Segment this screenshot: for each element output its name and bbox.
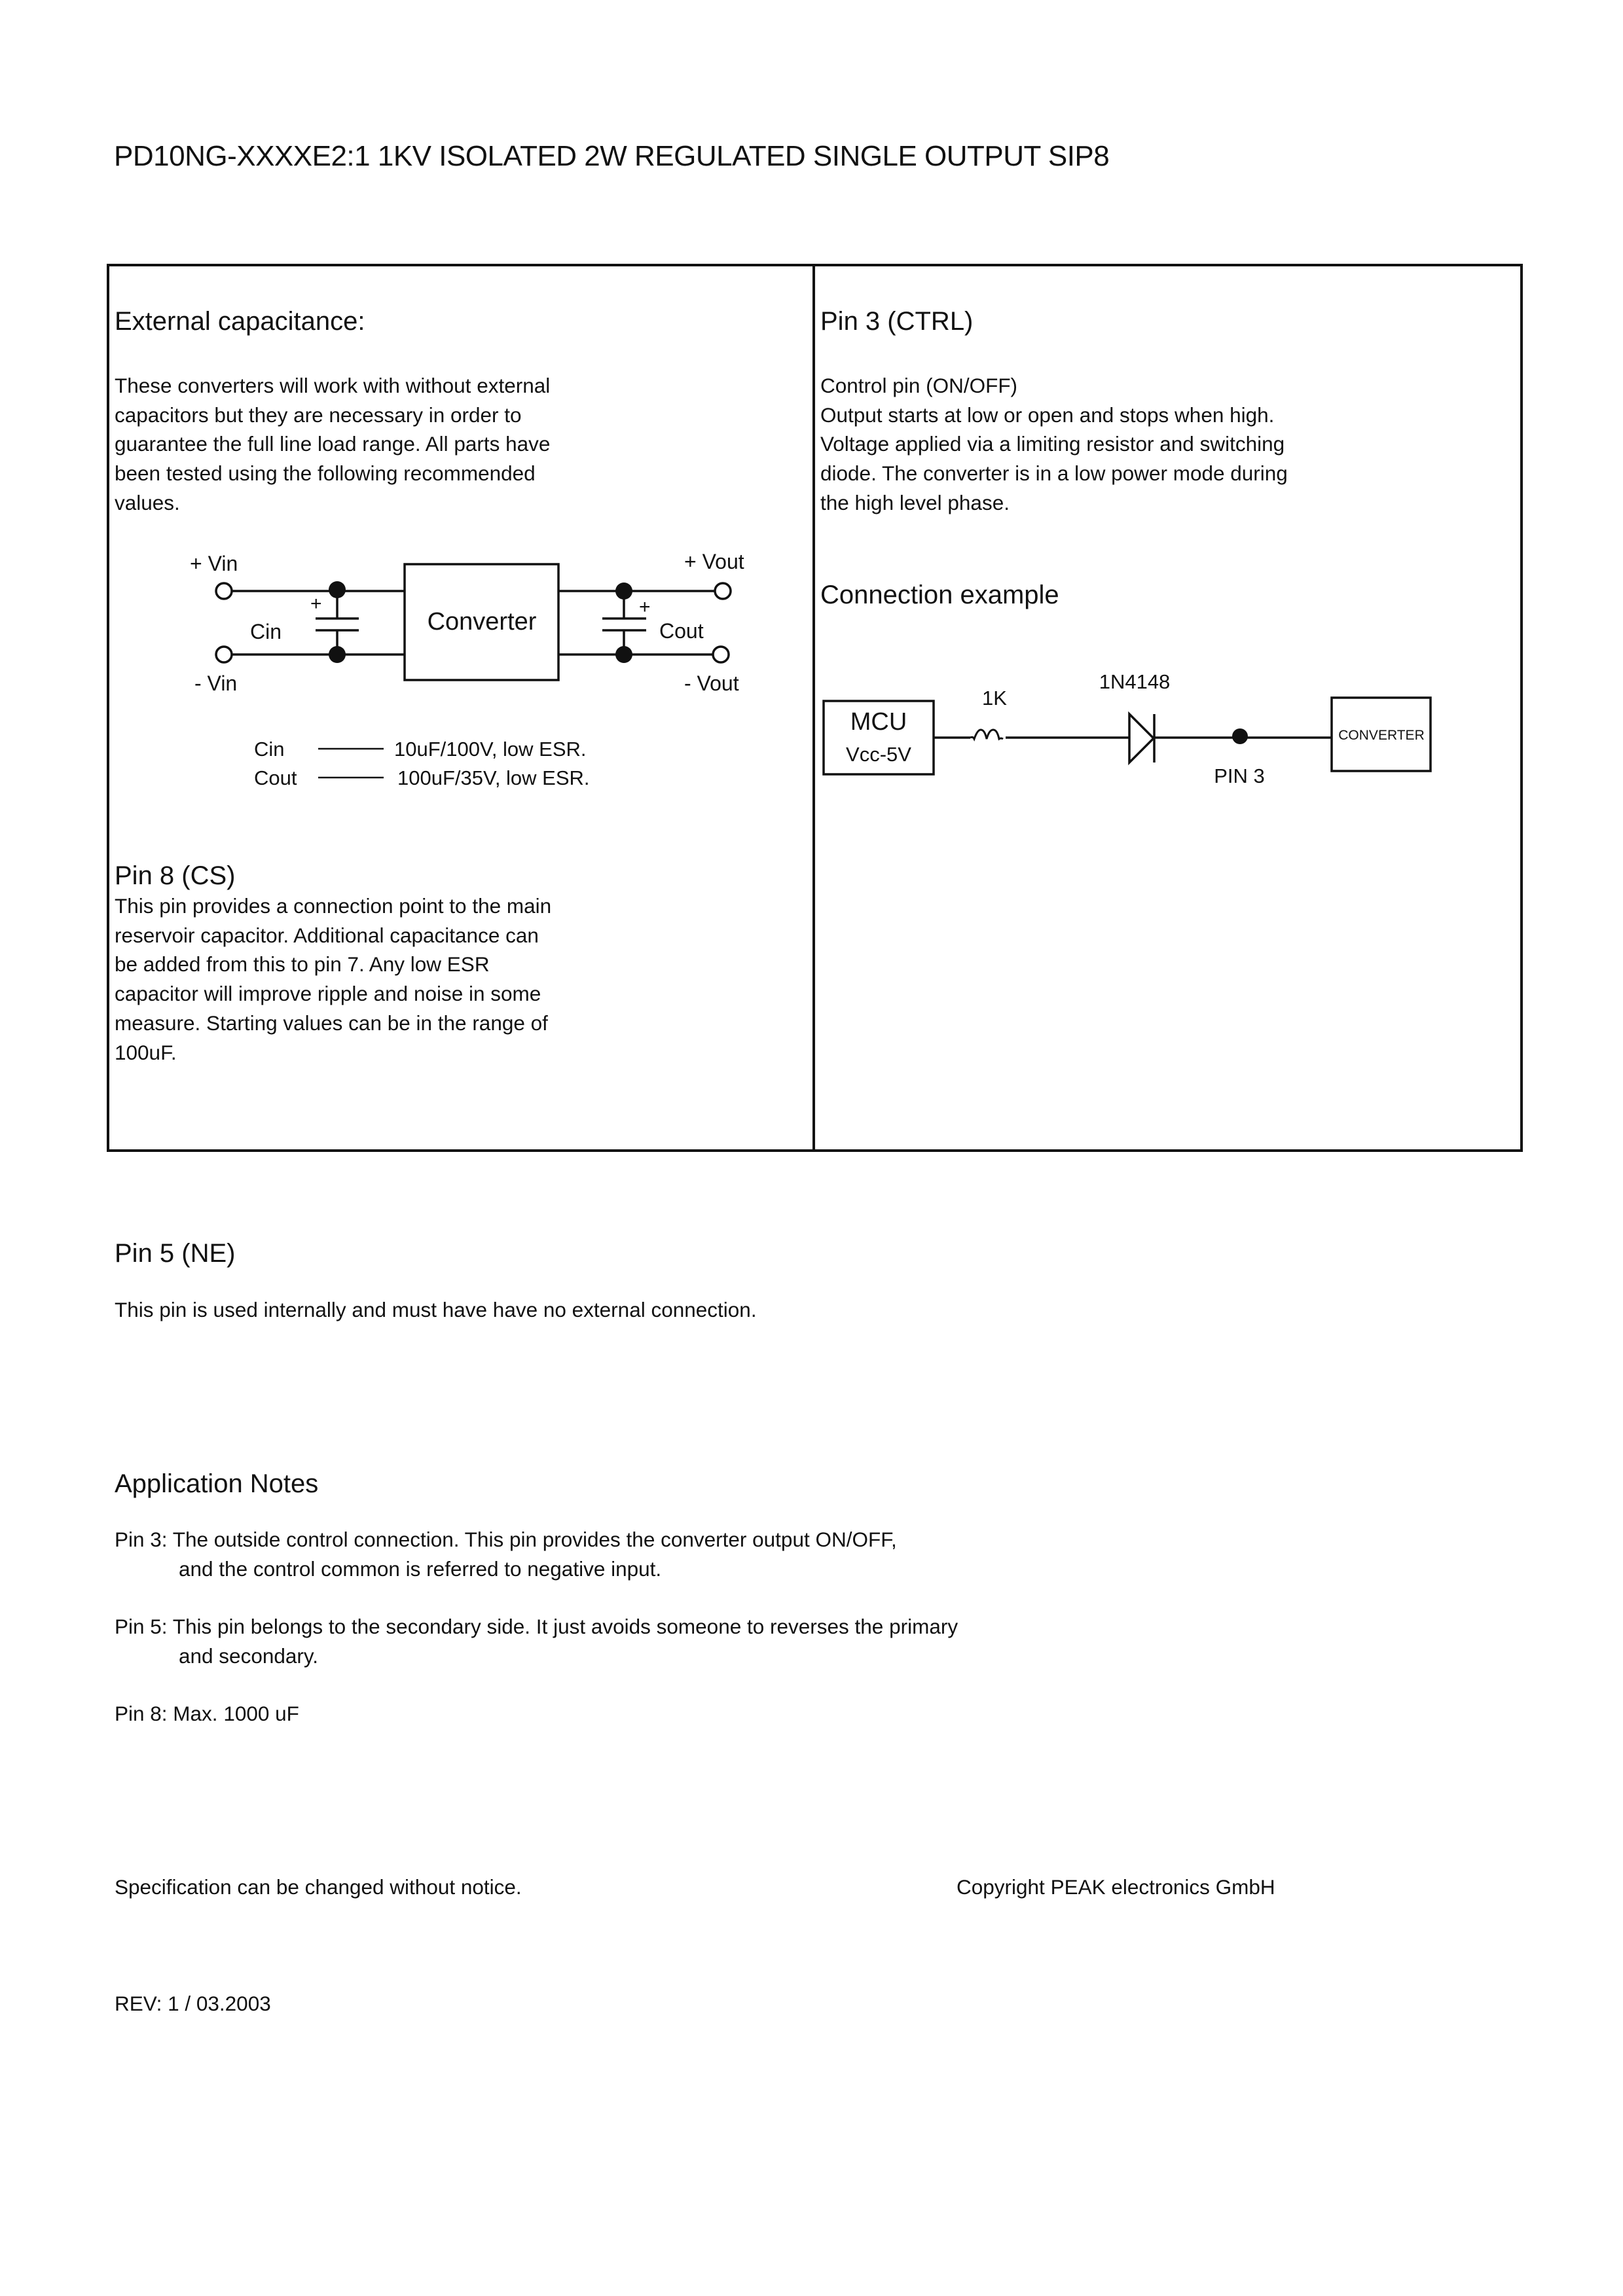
text-line: capacitor will improve ripple and noise in some [115,982,541,1006]
junction-dot [615,646,632,663]
pin3-heading: Pin 3 (CTRL) [820,307,974,336]
text-line: Control pin (ON/OFF) [820,374,1018,397]
text-line: 100uF. [115,1040,177,1064]
converter-label: Converter [427,608,537,636]
cin-spec-name: Cin [254,738,285,761]
footer-copyright: Copyright PEAK electronics GmbH [957,1875,1275,1899]
vout-plus-terminal [715,583,731,599]
footer-disclaimer: Specification can be changed without notice. [115,1875,522,1899]
mcu-label: MCU [850,708,907,736]
converter-target-label: CONVERTER [1338,728,1425,743]
pin5-heading: Pin 5 (NE) [115,1239,236,1268]
mcu-voltage-label: Vcc-5V [846,743,911,766]
pin8-heading: Pin 8 (CS) [115,861,236,890]
footer-revision: REV: 1 / 03.2003 [115,1992,271,2015]
vin-minus-terminal [216,647,232,662]
vin-minus-label: - Vin [194,672,238,695]
text-line: capacitors but they are necessary in order to [115,403,522,427]
diode-label: 1N4148 [1099,670,1171,693]
text-line: Voltage applied via a limiting resistor and switching [820,432,1285,456]
document-title: PD10NG-XXXXE2:1 1KV ISOLATED 2W REGULATED SINGLE OUTPUT SIP8 [114,140,1110,172]
cout-spec-value: 100uF/35V, low ESR. [397,766,590,789]
application-note-pin8 [115,1699,299,1729]
text-line: These converters will work with without external [115,374,551,397]
note-continuation: and the control common is referred to negative input. [179,1556,662,1581]
note-line: Pin 5: This pin belongs to the secondary side. It just avoids someone to reverses the primary [115,1615,958,1638]
text-line: the high level phase. [820,490,1010,514]
junction-dot [615,583,632,600]
pin5-text: This pin is used internally and must have have no external connection. [115,1298,757,1321]
resistor-1k-symbol [970,730,1003,739]
text-line: Output starts at low or open and stops when high. [820,403,1275,427]
resistor-label: 1K [982,687,1007,709]
pin3-label: PIN 3 [1214,764,1265,787]
junction-dot [329,646,346,663]
vout-minus-label: - Vout [684,672,739,695]
cin-spec-value: 10uF/100V, low ESR. [394,738,587,761]
connection-example-heading: Connection example [820,581,1059,609]
application-note-pin5 [115,1612,958,1670]
note-line: Pin 8: Max. 1000 uF [115,1702,299,1725]
diode-1n4148-symbol [1129,714,1154,762]
capacitor-circuit-diagram [0,0,1623,851]
note-line: Pin 3: The outside control connection. This pin provides the converter output ON/OFF, [115,1528,897,1551]
application-notes-heading: Application Notes [115,1469,319,1498]
text-line: been tested using the following recommended [115,461,536,486]
text-line: values. [115,490,180,514]
pin8-text [115,891,551,1067]
pin3-text [820,371,1288,518]
vin-plus-label: + Vin [190,552,238,575]
text-line: guarantee the full line load range. All parts have [115,432,551,456]
junction-dot [329,581,346,598]
text-line: measure. Starting values can be in the range of [115,1011,548,1035]
cout-polarity-plus: + [639,596,651,618]
cin-polarity-plus: + [310,593,322,615]
vout-minus-terminal [713,647,729,662]
vin-plus-terminal [216,583,232,599]
text-line: reservoir capacitor. Additional capacitance can [115,923,539,947]
pin3-junction-dot [1232,728,1248,744]
vout-plus-label: + Vout [684,550,744,573]
text-line: This pin provides a connection point to the main [115,894,552,918]
text-line: be added from this to pin 7. Any low ESR [115,952,490,977]
cin-label: Cin [250,620,282,643]
cout-spec-name: Cout [254,766,297,789]
external-capacitance-heading: External capacitance: [115,307,365,336]
note-continuation: and secondary. [179,1643,319,1668]
cout-label: Cout [659,619,704,643]
text-line: diode. The converter is in a low power mode during [820,461,1288,486]
application-note-pin3 [115,1525,897,1583]
